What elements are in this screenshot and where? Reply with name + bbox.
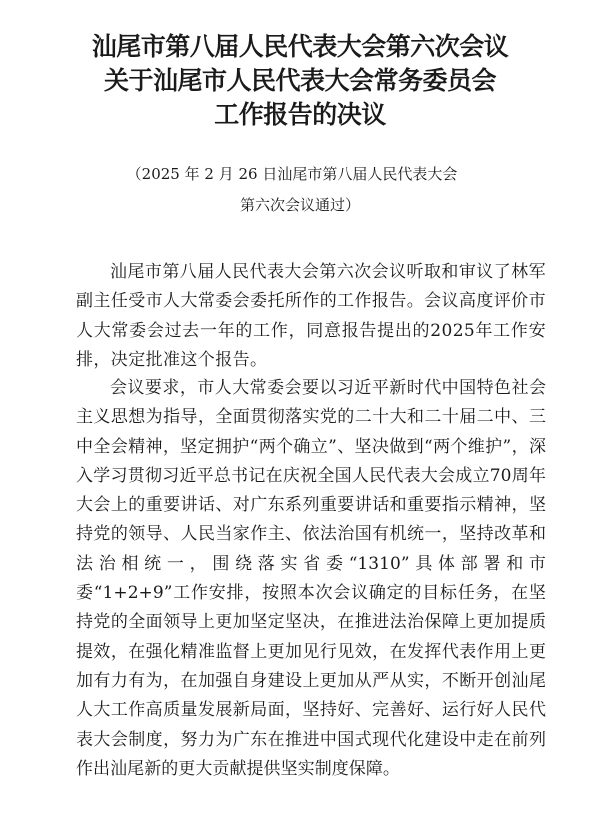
document-title-line-3: 工作报告的决议 — [214, 100, 386, 129]
document-title-line-2: 关于汕尾市人民代表大会常务委员会 — [103, 66, 496, 95]
adoption-note-line-1: （2025 年 2 月 26 日汕尾市第八届人民代表大会 — [126, 165, 458, 183]
body-paragraph-2: 会议要求，市人大常委会要以习近平新时代中国特色社会主义思想为指导，全面贯彻落实党的二十大和二十届二中、三中全会精神，坚定拥护“两个确立”、坚决做到“两个维护”，深入学习贯彻习近平总书记在庆祝全国人民代表大会成立70周年大会上的重要讲话、对广东系列重要讲话和重要指示精神，坚持党的领导、人民当家作主、依法治国有机统一，坚持改革和法治相统一，围绕落实省委“1310”具体部署和市委“1+2+9”工作安排，按照本次会议确定的目标任务，在坚持党的全面领导上更加坚定坚决，在推进法治保障上更加提质提效，在强化精准监督上更加见行见效，在发挥代表作用上更加有力有为，在加强自身建设上更加从严从实，不断开创汕尾人大工作高质量发展新局面，坚持好、完善好、运行好人民代表大会制度，努力为广东在推进中国式现代化建设中走在前列作出汕尾新的更大贡献提供坚实制度保障。 — [76, 378, 546, 779]
adoption-note-line-2: 第六次会议通过） — [239, 196, 360, 214]
body-paragraph-1: 汕尾市第八届人民代表大会第六次会议听取和审议了林军副主任受市人大常委会委托所作的工作报告。会议高度评价市人大常委会过去一年的工作，同意报告提出的2025年工作安排，决定批准这个报告。 — [76, 262, 546, 370]
document-title-line-1: 汕尾市第八届人民代表大会第六次会议 — [91, 32, 509, 61]
